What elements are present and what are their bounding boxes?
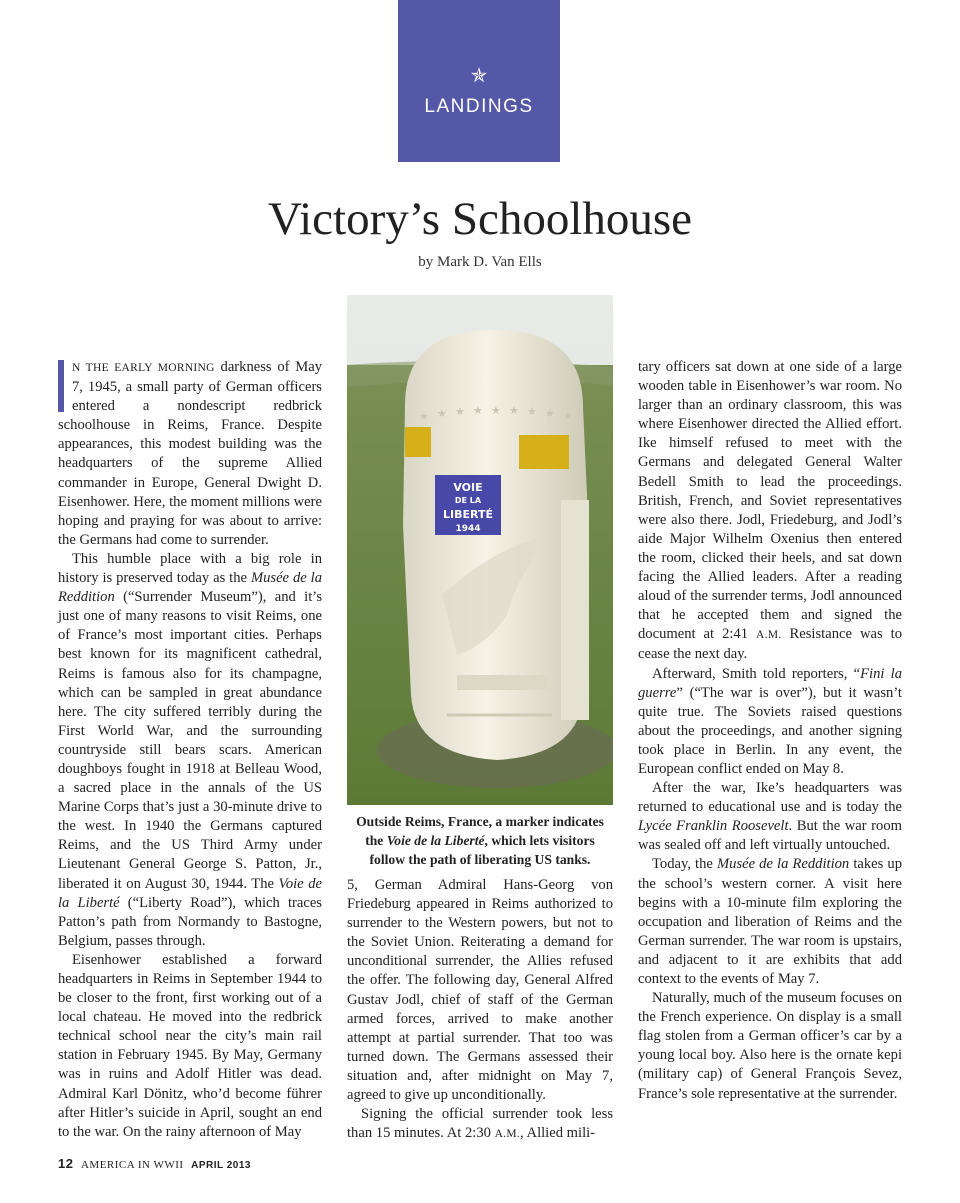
star-icon: ✯ xyxy=(470,65,488,87)
svg-text:★: ★ xyxy=(455,405,465,418)
paragraph: Afterward, Smith told reporters, “Fini la guerre” (“The war is over”), but it wasn’t quite true. The Soviets raised questions about the proceedings, and another signing took place in Berlin. In any event, the European conflict ended on May 8. xyxy=(638,665,902,777)
drop-cap xyxy=(58,360,64,412)
magazine-name: AMERICA IN WWII xyxy=(80,1159,184,1171)
paragraph: Eisenhower established a forward headquarters in Reims in September 1944 to be closer to the front, first working out of a local chateau. He moved into the redbrick technical school near the city’s main rail station in February 1945. By May, Germany was in ruins and Adolf Hitler was dead. Admiral Karl Dönitz, who’d become führer after Hitler’s suicide in April, sought an end to the war. On the rainy afternoon of May xyxy=(58,951,322,1140)
svg-text:★: ★ xyxy=(545,407,555,420)
caption-line: Outside Reims, France, a marker indicates xyxy=(356,814,604,829)
photo-caption xyxy=(347,812,613,869)
paragraph: Signing the official surrender took less than 15 minutes. At 2:30 A.M., Allied mili- xyxy=(347,1106,613,1142)
paragraph: Naturally, much of the museum focuses on the French experience. On display is a small flag stolen from a German officer’s car by a young local boy. Also here is the ornate kepi (military cap) of General François Sevez, France’s sole representative at the surrender. xyxy=(638,990,902,1102)
caption-line: follow the path of liberating US tanks. xyxy=(369,852,591,867)
svg-text:★: ★ xyxy=(473,404,483,417)
svg-text:★: ★ xyxy=(527,405,537,418)
plaque-text-3: LIBERTÉ xyxy=(443,508,493,521)
article-column-3 xyxy=(638,358,902,1104)
section-header xyxy=(398,0,560,162)
paragraph: N THE EARLY MORNING darkness of May 7, 1945, a small party of German officers entered a nondescript redbrick schoolhouse in Reims, France. Despite appearances, this modest building was the headquarters of the supreme Allied commander in Europe, General Dwight D. Eisenhower. Here, the moment millions were hoping and praying for was about to arrive: the Germans had come to surrender. xyxy=(58,359,322,548)
plaque-text-4: 1944 xyxy=(455,524,481,534)
svg-text:★: ★ xyxy=(509,404,519,417)
article-column-2 xyxy=(347,876,613,1144)
section-label: LANDINGS xyxy=(424,96,534,117)
svg-text:★: ★ xyxy=(419,410,429,423)
plaque-text-2: DE LA xyxy=(454,496,482,505)
paragraph: This humble place with a big role in history is preserved today as the Musée de la Reddition (“Surrender Museum”), and it’s just one of many reasons to visit Reims, one of France’s most important cities. Perhaps best known for its magnificent cathedral, Reims is famous also for its champagne, which can be sampled in great abundance here. The city suffered terribly during the First World War, and the surrounding countryside still bears scars. American doughboys fought in 1918 at Belleau Wood, a sacred place in the annals of the US Marine Corps that’s just a 30-minute drive to the west. In 1940 the Germans captured Reims, and the US Third Army under Lieutenant General George S. Patton, Jr., liberated it on August 30, 1944. The Voie de la Liberté (“Liberty Road”), which traces Patton’s path from Normandy to Bastogne, Belgium, passes through. xyxy=(58,550,322,949)
paragraph: Today, the Musée de la Reddition takes up the school’s western corner. A visit here begins with a 10-minute film exploring the occupation and liberation of Reims and the German surrender. The war room is upstairs, and adjacent to it are exhibits that add context to the events of May 7. xyxy=(638,856,902,987)
page-number: 12 xyxy=(58,1156,74,1171)
svg-text:★: ★ xyxy=(563,409,573,422)
paragraph: After the war, Ike’s headquarters was returned to educational use and is today the Lycée Franklin Roosevelt. But the war room was sealed off and left virtually untouched. xyxy=(638,780,902,854)
paragraph: tary officers sat down at one side of a large wooden table in Eisenhower’s war room. No larger than an ordinary classroom, this was where Eisenhower directed the Allied effort. Ike himself refused to meet with the Germans and delegated General Walter Bedell Smith to lead the proceedings. British, French, and Soviet representatives were also there. Jodl, Friedeburg, and Jodl’s aide Major Wilhelm Oxenius then entered the room, clicked their heels, and sat down facing the Allied leaders. After a reading aloud of the surrender terms, Jodl announced that he accepted them and signed the document at 2:41 A.M. Resistance was to cease the next day. xyxy=(638,359,902,663)
article-title: Victory’s Schoolhouse xyxy=(267,193,693,245)
plaque-text-1: VOIE xyxy=(453,481,483,494)
article-column-1 xyxy=(58,358,322,1142)
paragraph: 5, German Admiral Hans-Georg von Friedeburg appeared in Reims authorized to surrender to the Western powers, but not to the Soviet Union. Reiterating a demand for unconditional surrender, the Allies refused the offer. The following day, General Alfred Gustav Jodl, chief of staff of the German armed forces, arrived to make another attempt at partial surrender. That too was turned down. The Germans assessed their situation and, after midnight on May 7, agreed to give up unconditionally. xyxy=(347,877,613,1104)
svg-text:★: ★ xyxy=(437,407,447,420)
issue-date: APRIL 2013 xyxy=(191,1160,251,1171)
article-byline: by Mark D. Van Ells xyxy=(418,254,542,270)
marker-photo xyxy=(347,295,613,805)
page-footer xyxy=(58,1156,251,1172)
caption-line: the Voie de la Liberté, which lets visitors xyxy=(365,833,595,848)
svg-text:★: ★ xyxy=(491,404,501,417)
